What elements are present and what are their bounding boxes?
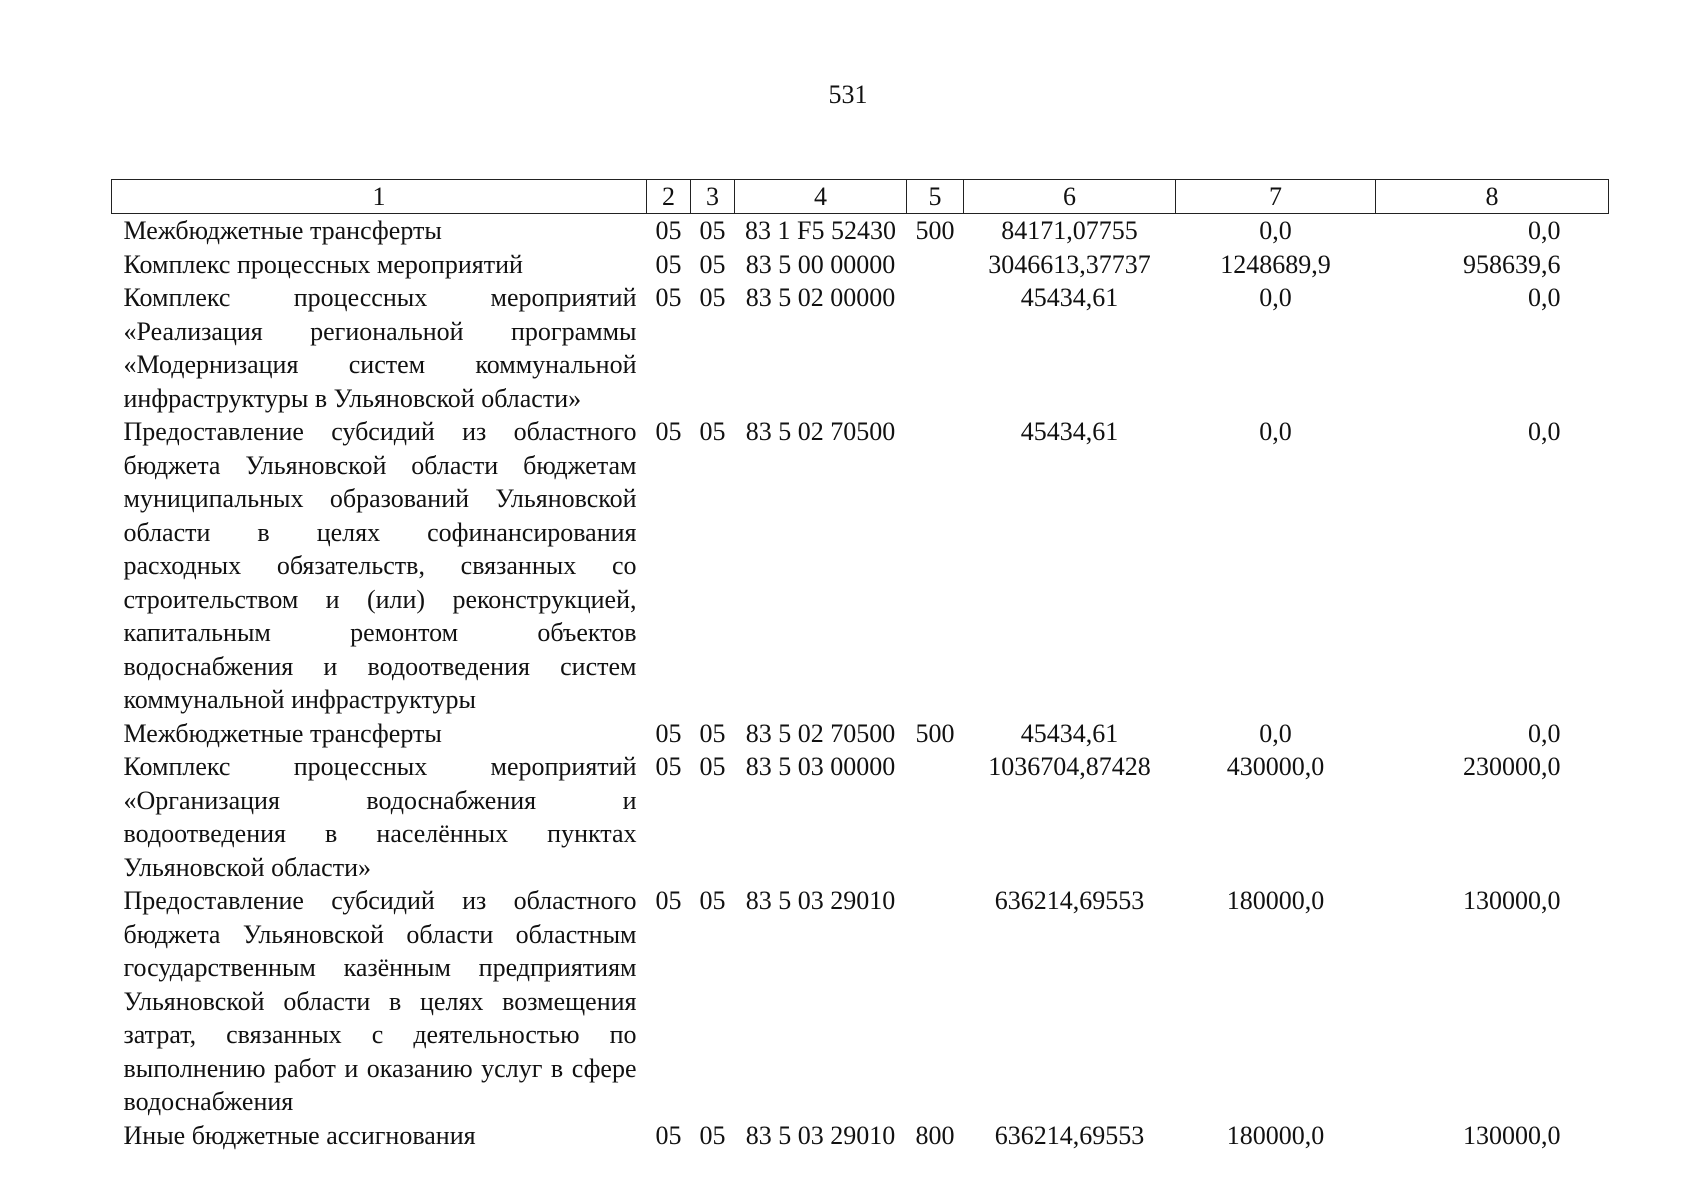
table-row [112, 884, 1609, 1119]
header-col-5: 5 [907, 180, 964, 214]
cell-value-6: 45434,61 [1020, 417, 1119, 446]
cell-value-6: 636214,69553 [994, 1120, 1145, 1150]
cell-value-8: 0,0 [1528, 718, 1561, 748]
cell-subsection: 05 [699, 752, 726, 781]
table-header [112, 180, 1609, 214]
cell-target-code: 83 5 03 29010 [745, 886, 896, 915]
cell-expense-type [907, 248, 964, 282]
header-col-2: 2 [647, 180, 691, 214]
budget-table [111, 179, 1609, 1152]
cell-target-code: 83 5 02 70500 [745, 718, 896, 748]
cell-section: 05 [655, 718, 682, 748]
cell-value-6: 636214,69553 [994, 886, 1145, 915]
cell-value-6: 84171,07755 [1001, 216, 1138, 245]
cell-name: Комплекс процессных мероприятий [123, 249, 523, 279]
cell-value-8: 958639,6 [1463, 249, 1561, 279]
cell-section: 05 [655, 1120, 682, 1150]
cell-subsection: 05 [699, 886, 726, 915]
cell-value-6: 45434,61 [1020, 283, 1119, 312]
cell-name: Межбюджетные трансферты [123, 216, 442, 245]
cell-value-8: 0,0 [1528, 216, 1561, 245]
cell-section: 05 [655, 216, 682, 245]
table-row [112, 1119, 1609, 1153]
table-row [112, 248, 1609, 282]
page-number: 531 [828, 80, 868, 109]
cell-value-8: 130000,0 [1463, 1120, 1561, 1150]
cell-value-7: 0,0 [1259, 216, 1292, 245]
cell-target-code: 83 5 00 00000 [745, 249, 896, 279]
cell-expense-type [907, 750, 964, 884]
cell-value-7: 0,0 [1259, 718, 1292, 748]
cell-value-6: 45434,61 [1020, 718, 1119, 748]
cell-subsection: 05 [699, 249, 726, 279]
cell-name: Предоставление субсидий из областного бюджета Ульяновской области бюджетам муниципальных образований Ульяновской области в целях софинансирования расходных обязательств, связанных со строительством и (или) реконструкцией, капитальным ремонтом объектов водоснабжения и водоотведения систем коммунальной инфраструктуры [123, 417, 637, 714]
cell-section: 05 [655, 417, 682, 446]
cell-expense-type [907, 281, 964, 415]
cell-target-code: 83 5 03 29010 [745, 1120, 896, 1150]
cell-subsection: 05 [699, 417, 726, 446]
cell-expense-type: 500 [915, 216, 955, 245]
cell-section: 05 [655, 752, 682, 781]
cell-section: 05 [655, 283, 682, 312]
cell-target-code: 83 5 02 00000 [745, 283, 896, 312]
table-row [112, 750, 1609, 884]
header-col-8: 8 [1376, 180, 1609, 214]
header-col-4: 4 [735, 180, 907, 214]
header-col-6: 6 [964, 180, 1176, 214]
cell-value-6: 1036704,87428 [988, 752, 1151, 781]
cell-value-8: 230000,0 [1463, 752, 1561, 781]
cell-value-7: 1248689,9 [1220, 249, 1331, 279]
cell-name: Комплекс процессных мероприятий «Организация водоснабжения и водоотведения в населённых пунктах Ульяновской области» [123, 752, 637, 882]
cell-value-7: 430000,0 [1226, 752, 1325, 781]
cell-name: Иные бюджетные ассигнования [123, 1120, 476, 1150]
cell-target-code: 83 5 03 00000 [745, 752, 896, 781]
cell-section: 05 [655, 249, 682, 279]
cell-name: Межбюджетные трансферты [123, 718, 442, 748]
cell-expense-type [907, 415, 964, 717]
table-body [112, 214, 1609, 1153]
cell-section: 05 [655, 886, 682, 915]
cell-subsection: 05 [699, 718, 726, 748]
cell-value-7: 0,0 [1259, 417, 1292, 446]
cell-value-6: 3046613,37737 [988, 249, 1151, 279]
cell-value-8: 0,0 [1528, 283, 1561, 312]
header-col-1: 1 [112, 180, 647, 214]
cell-subsection: 05 [699, 283, 726, 312]
cell-target-code: 83 5 02 70500 [745, 417, 896, 446]
cell-expense-type [907, 884, 964, 1119]
table-row [112, 281, 1609, 415]
cell-value-8: 130000,0 [1463, 886, 1561, 915]
header-row [112, 180, 1609, 214]
cell-expense-type: 800 [915, 1120, 955, 1150]
header-col-7: 7 [1176, 180, 1376, 214]
cell-name: Предоставление субсидий из областного бюджета Ульяновской области областным государственным казённым предприятиям Ульяновской области в целях возмещения затрат, связанных с деятельностью по выполнению работ и оказанию услуг в сфере водоснабжения [123, 886, 637, 1116]
cell-value-7: 180000,0 [1226, 886, 1325, 915]
cell-subsection: 05 [699, 216, 726, 245]
cell-value-7: 0,0 [1259, 283, 1292, 312]
cell-value-8: 0,0 [1528, 417, 1561, 446]
header-col-3: 3 [691, 180, 735, 214]
cell-name: Комплекс процессных мероприятий «Реализация региональной программы «Модернизация систем коммунальной инфраструктуры в Ульяновской области» [123, 283, 637, 413]
cell-subsection: 05 [699, 1120, 726, 1150]
table-row [112, 717, 1609, 751]
cell-target-code: 83 1 F5 52430 [745, 216, 896, 245]
table-row [112, 415, 1609, 717]
cell-value-7: 180000,0 [1226, 1120, 1325, 1150]
cell-expense-type: 500 [915, 718, 955, 748]
table-row [112, 214, 1609, 248]
